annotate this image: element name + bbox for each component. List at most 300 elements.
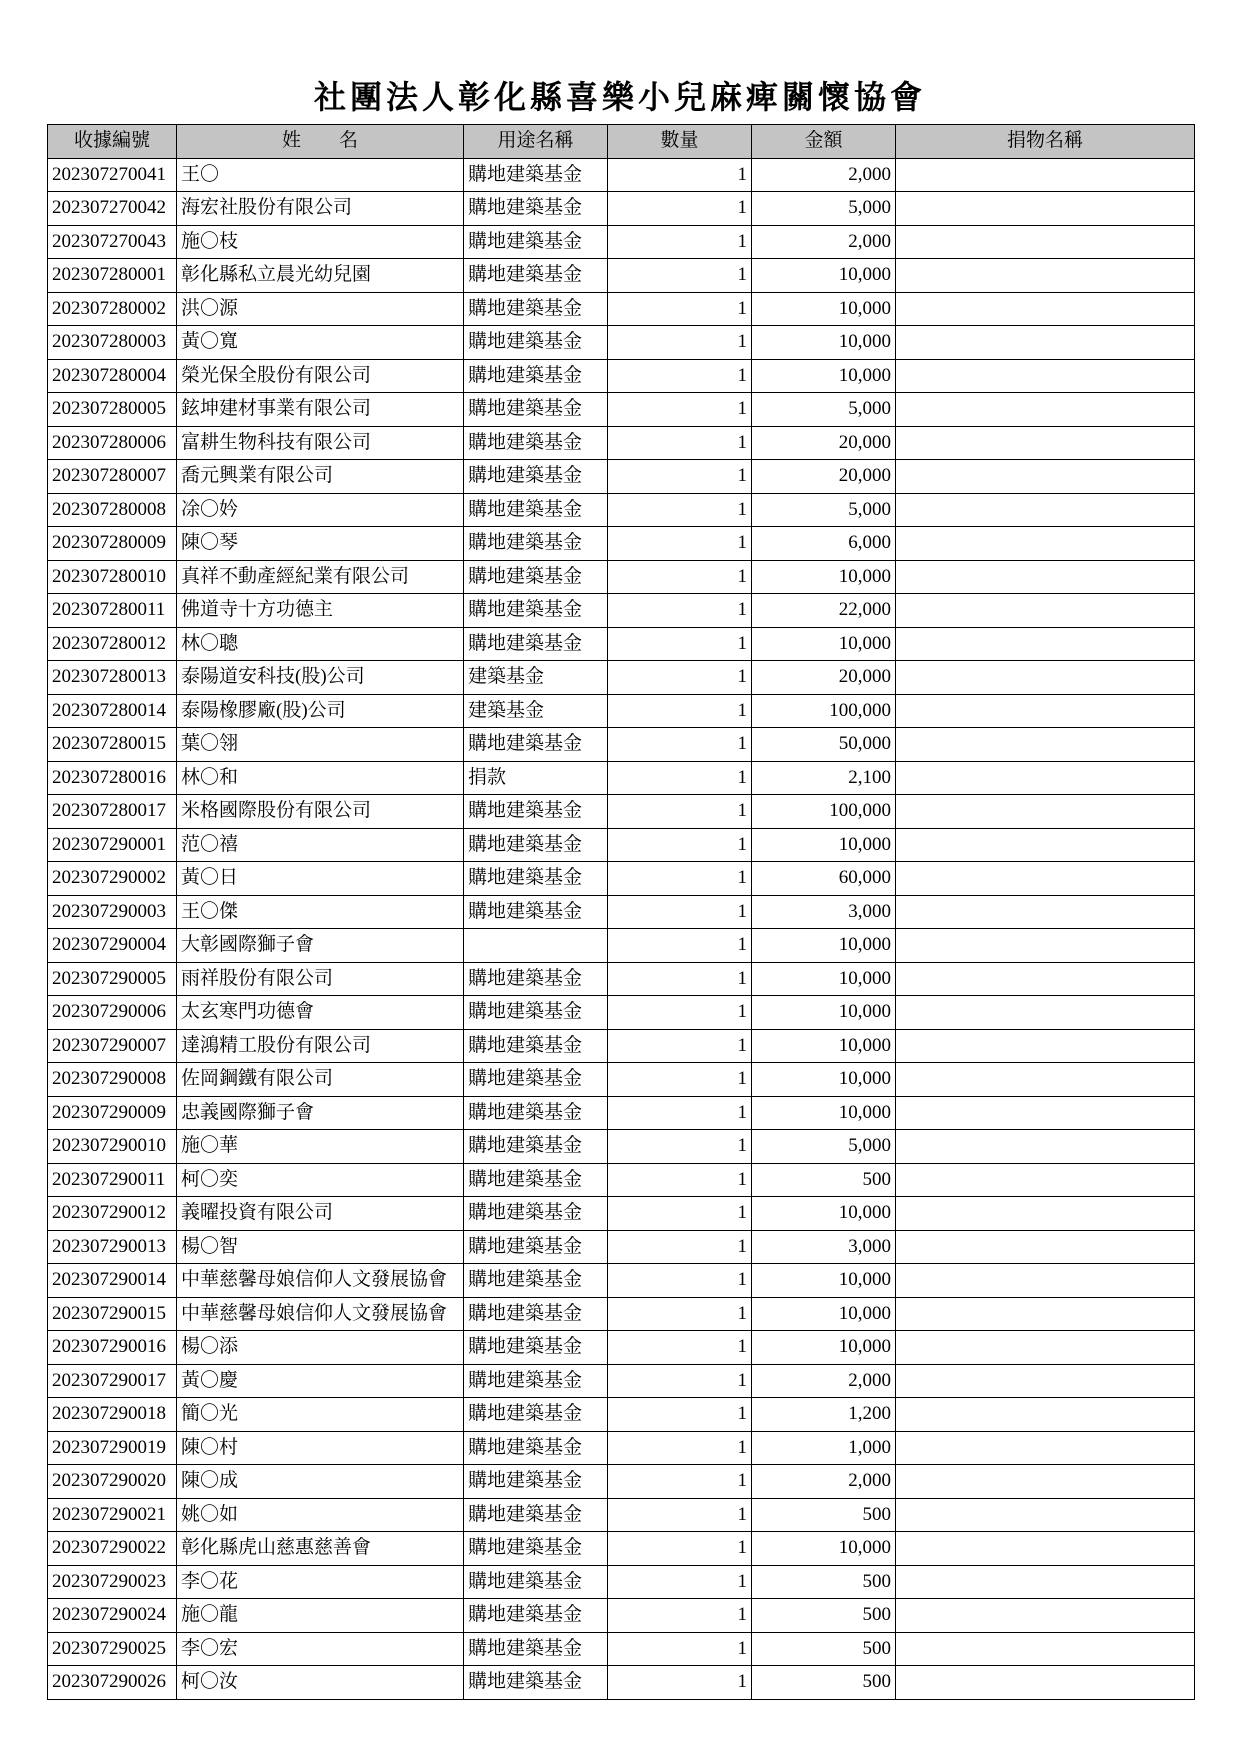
amount-cell: 60,000 xyxy=(752,862,896,896)
item-name-cell xyxy=(896,1096,1195,1130)
table-row xyxy=(48,359,1195,393)
donor-name-cell: 陳〇成 xyxy=(177,1465,464,1499)
amount-cell: 10,000 xyxy=(752,1331,896,1365)
purpose-cell: 購地建築基金 xyxy=(464,1063,608,1097)
receipt-no-cell: 202307280009 xyxy=(48,527,177,561)
donor-name-cell: 彰化縣虎山慈惠慈善會 xyxy=(177,1532,464,1566)
receipt-no-cell: 202307290023 xyxy=(48,1565,177,1599)
quantity-cell: 1 xyxy=(608,694,752,728)
purpose-cell: 建築基金 xyxy=(464,661,608,695)
donor-name-cell: 施〇龍 xyxy=(177,1599,464,1633)
receipt-no-cell: 202307290012 xyxy=(48,1197,177,1231)
quantity-cell: 1 xyxy=(608,1063,752,1097)
item-name-cell xyxy=(896,1130,1195,1164)
quantity-cell: 1 xyxy=(608,460,752,494)
purpose-cell: 購地建築基金 xyxy=(464,1599,608,1633)
quantity-cell: 1 xyxy=(608,1364,752,1398)
donor-name-cell: 姚〇如 xyxy=(177,1498,464,1532)
table-row xyxy=(48,828,1195,862)
quantity-cell: 1 xyxy=(608,661,752,695)
amount-cell: 2,000 xyxy=(752,1364,896,1398)
table-row xyxy=(48,192,1195,226)
amount-cell: 2,000 xyxy=(752,1465,896,1499)
purpose-cell: 購地建築基金 xyxy=(464,594,608,628)
amount-cell: 10,000 xyxy=(752,929,896,963)
donor-name-cell: 中華慈馨母娘信仰人文發展協會 xyxy=(177,1264,464,1298)
receipt-no-cell: 202307290005 xyxy=(48,962,177,996)
receipt-no-cell: 202307280003 xyxy=(48,326,177,360)
item-name-cell xyxy=(896,1163,1195,1197)
table-row xyxy=(48,661,1195,695)
item-name-cell xyxy=(896,426,1195,460)
item-name-cell xyxy=(896,761,1195,795)
quantity-cell: 1 xyxy=(608,1599,752,1633)
quantity-cell: 1 xyxy=(608,259,752,293)
quantity-cell: 1 xyxy=(608,895,752,929)
quantity-cell: 1 xyxy=(608,1264,752,1298)
receipt-no-cell: 202307290021 xyxy=(48,1498,177,1532)
receipt-no-cell: 202307280007 xyxy=(48,460,177,494)
purpose-cell: 購地建築基金 xyxy=(464,862,608,896)
receipt-no-cell: 202307280001 xyxy=(48,259,177,293)
table-row xyxy=(48,1130,1195,1164)
table-row xyxy=(48,225,1195,259)
quantity-cell: 1 xyxy=(608,1632,752,1666)
donor-name-cell: 施〇枝 xyxy=(177,225,464,259)
purpose-cell: 購地建築基金 xyxy=(464,1498,608,1532)
receipt-no-cell: 202307290022 xyxy=(48,1532,177,1566)
receipt-no-cell: 202307290006 xyxy=(48,996,177,1030)
table-row xyxy=(48,1431,1195,1465)
table-row xyxy=(48,1197,1195,1231)
table-header xyxy=(48,125,1195,159)
quantity-cell: 1 xyxy=(608,1297,752,1331)
item-name-cell xyxy=(896,1197,1195,1231)
amount-cell: 500 xyxy=(752,1599,896,1633)
quantity-cell: 1 xyxy=(608,1565,752,1599)
quantity-cell: 1 xyxy=(608,1096,752,1130)
receipt-no-cell: 202307290001 xyxy=(48,828,177,862)
purpose-cell: 購地建築基金 xyxy=(464,1666,608,1700)
table-row xyxy=(48,1264,1195,1298)
purpose-cell: 購地建築基金 xyxy=(464,1096,608,1130)
table-row xyxy=(48,1096,1195,1130)
amount-cell: 6,000 xyxy=(752,527,896,561)
table-row xyxy=(48,326,1195,360)
donor-name-cell: 李〇花 xyxy=(177,1565,464,1599)
amount-cell: 100,000 xyxy=(752,795,896,829)
purpose-cell: 購地建築基金 xyxy=(464,1230,608,1264)
donor-name-cell: 黃〇寬 xyxy=(177,326,464,360)
table-row xyxy=(48,761,1195,795)
item-name-cell xyxy=(896,225,1195,259)
donor-name-cell: 王〇 xyxy=(177,158,464,192)
receipt-no-cell: 202307280006 xyxy=(48,426,177,460)
receipt-no-cell: 202307290014 xyxy=(48,1264,177,1298)
quantity-cell: 1 xyxy=(608,1130,752,1164)
table-row xyxy=(48,962,1195,996)
quantity-cell: 1 xyxy=(608,594,752,628)
donor-name-cell: 柯〇汝 xyxy=(177,1666,464,1700)
quantity-cell: 1 xyxy=(608,1398,752,1432)
receipt-no-cell: 202307280004 xyxy=(48,359,177,393)
donor-name-cell: 中華慈馨母娘信仰人文發展協會 xyxy=(177,1297,464,1331)
quantity-cell: 1 xyxy=(608,627,752,661)
table-row xyxy=(48,393,1195,427)
donor-name-cell: 葉〇翎 xyxy=(177,728,464,762)
item-name-cell xyxy=(896,1364,1195,1398)
purpose-cell: 購地建築基金 xyxy=(464,1632,608,1666)
purpose-cell: 購地建築基金 xyxy=(464,225,608,259)
donor-name-cell: 真祥不動產經紀業有限公司 xyxy=(177,560,464,594)
item-name-cell xyxy=(896,1063,1195,1097)
donor-name-cell: 楊〇添 xyxy=(177,1331,464,1365)
item-name-cell xyxy=(896,326,1195,360)
quantity-cell: 1 xyxy=(608,326,752,360)
item-name-cell xyxy=(896,393,1195,427)
donor-name-cell: 陳〇村 xyxy=(177,1431,464,1465)
receipt-no-cell: 202307280014 xyxy=(48,694,177,728)
receipt-no-cell: 202307290024 xyxy=(48,1599,177,1633)
amount-cell: 10,000 xyxy=(752,1297,896,1331)
quantity-cell: 1 xyxy=(608,1532,752,1566)
table-row xyxy=(48,1599,1195,1633)
table-row xyxy=(48,1565,1195,1599)
purpose-cell: 購地建築基金 xyxy=(464,1264,608,1298)
quantity-cell: 1 xyxy=(608,1230,752,1264)
donor-name-cell: 洪〇源 xyxy=(177,292,464,326)
table-row xyxy=(48,728,1195,762)
receipt-no-cell: 202307280008 xyxy=(48,493,177,527)
table-row xyxy=(48,158,1195,192)
item-name-cell xyxy=(896,192,1195,226)
item-name-cell xyxy=(896,1230,1195,1264)
purpose-cell: 購地建築基金 xyxy=(464,1465,608,1499)
donor-name-cell: 李〇宏 xyxy=(177,1632,464,1666)
donor-name-cell: 太玄寒門功德會 xyxy=(177,996,464,1030)
receipt-no-cell: 202307280011 xyxy=(48,594,177,628)
amount-cell: 10,000 xyxy=(752,259,896,293)
page-title: 社團法人彰化縣喜樂小兒麻痺關懷協會 xyxy=(313,78,926,116)
receipt-no-cell: 202307290013 xyxy=(48,1230,177,1264)
header-amount: 金額 xyxy=(752,125,896,159)
item-name-cell xyxy=(896,996,1195,1030)
purpose-cell: 購地建築基金 xyxy=(464,292,608,326)
table-row xyxy=(48,460,1195,494)
item-name-cell xyxy=(896,1331,1195,1365)
receipt-no-cell: 202307280013 xyxy=(48,661,177,695)
donor-name-cell: 鉉坤建材事業有限公司 xyxy=(177,393,464,427)
amount-cell: 1,200 xyxy=(752,1398,896,1432)
donor-name-cell: 黃〇慶 xyxy=(177,1364,464,1398)
amount-cell: 10,000 xyxy=(752,1096,896,1130)
item-name-cell xyxy=(896,728,1195,762)
receipt-no-cell: 202307290025 xyxy=(48,1632,177,1666)
table-row xyxy=(48,527,1195,561)
item-name-cell xyxy=(896,493,1195,527)
purpose-cell: 購地建築基金 xyxy=(464,1130,608,1164)
receipt-no-cell: 202307290016 xyxy=(48,1331,177,1365)
table-row xyxy=(48,1532,1195,1566)
amount-cell: 5,000 xyxy=(752,192,896,226)
item-name-cell xyxy=(896,359,1195,393)
item-name-cell xyxy=(896,862,1195,896)
receipt-no-cell: 202307290018 xyxy=(48,1398,177,1432)
amount-cell: 10,000 xyxy=(752,1063,896,1097)
quantity-cell: 1 xyxy=(608,393,752,427)
receipt-no-cell: 202307270041 xyxy=(48,158,177,192)
amount-cell: 500 xyxy=(752,1565,896,1599)
amount-cell: 10,000 xyxy=(752,996,896,1030)
donation-table xyxy=(47,124,1195,1700)
quantity-cell: 1 xyxy=(608,192,752,226)
receipt-no-cell: 202307290020 xyxy=(48,1465,177,1499)
purpose-cell: 購地建築基金 xyxy=(464,1565,608,1599)
quantity-cell: 1 xyxy=(608,1163,752,1197)
item-name-cell xyxy=(896,158,1195,192)
amount-cell: 10,000 xyxy=(752,560,896,594)
table-row xyxy=(48,1465,1195,1499)
table-row xyxy=(48,1331,1195,1365)
table-row xyxy=(48,1498,1195,1532)
item-name-cell xyxy=(896,661,1195,695)
table-row xyxy=(48,426,1195,460)
amount-cell: 2,000 xyxy=(752,225,896,259)
table-row xyxy=(48,1666,1195,1700)
quantity-cell: 1 xyxy=(608,493,752,527)
amount-cell: 3,000 xyxy=(752,895,896,929)
receipt-no-cell: 202307280015 xyxy=(48,728,177,762)
quantity-cell: 1 xyxy=(608,1465,752,1499)
quantity-cell: 1 xyxy=(608,962,752,996)
purpose-cell: 購地建築基金 xyxy=(464,1532,608,1566)
table-row xyxy=(48,594,1195,628)
purpose-cell: 購地建築基金 xyxy=(464,1398,608,1432)
item-name-cell xyxy=(896,1632,1195,1666)
quantity-cell: 1 xyxy=(608,158,752,192)
table-row xyxy=(48,1063,1195,1097)
receipt-no-cell: 202307280016 xyxy=(48,761,177,795)
table-row xyxy=(48,1163,1195,1197)
amount-cell: 20,000 xyxy=(752,426,896,460)
item-name-cell xyxy=(896,594,1195,628)
amount-cell: 100,000 xyxy=(752,694,896,728)
amount-cell: 10,000 xyxy=(752,326,896,360)
item-name-cell xyxy=(896,560,1195,594)
amount-cell: 500 xyxy=(752,1632,896,1666)
donor-name-cell: 林〇和 xyxy=(177,761,464,795)
donor-name-cell: 達鴻精工股份有限公司 xyxy=(177,1029,464,1063)
purpose-cell: 購地建築基金 xyxy=(464,426,608,460)
purpose-cell: 購地建築基金 xyxy=(464,1297,608,1331)
table-row xyxy=(48,1632,1195,1666)
donor-name-cell: 泰陽道安科技(股)公司 xyxy=(177,661,464,695)
donor-name-cell: 林〇聰 xyxy=(177,627,464,661)
receipt-no-cell: 202307270043 xyxy=(48,225,177,259)
item-name-cell xyxy=(896,1297,1195,1331)
table-row xyxy=(48,493,1195,527)
quantity-cell: 1 xyxy=(608,1331,752,1365)
table-row xyxy=(48,795,1195,829)
item-name-cell xyxy=(896,1398,1195,1432)
item-name-cell xyxy=(896,895,1195,929)
table-row xyxy=(48,862,1195,896)
purpose-cell: 捐款 xyxy=(464,761,608,795)
purpose-cell: 購地建築基金 xyxy=(464,1029,608,1063)
purpose-cell: 購地建築基金 xyxy=(464,728,608,762)
amount-cell: 500 xyxy=(752,1163,896,1197)
amount-cell: 1,000 xyxy=(752,1431,896,1465)
item-name-cell xyxy=(896,1465,1195,1499)
item-name-cell xyxy=(896,962,1195,996)
amount-cell: 10,000 xyxy=(752,627,896,661)
amount-cell: 10,000 xyxy=(752,1197,896,1231)
quantity-cell: 1 xyxy=(608,1431,752,1465)
receipt-no-cell: 202307280010 xyxy=(48,560,177,594)
item-name-cell xyxy=(896,828,1195,862)
donor-name-cell: 王〇傑 xyxy=(177,895,464,929)
table-row xyxy=(48,1398,1195,1432)
item-name-cell xyxy=(896,1264,1195,1298)
table-row xyxy=(48,1230,1195,1264)
donor-name-cell: 雨祥股份有限公司 xyxy=(177,962,464,996)
purpose-cell: 購地建築基金 xyxy=(464,895,608,929)
receipt-no-cell: 202307290007 xyxy=(48,1029,177,1063)
purpose-cell: 購地建築基金 xyxy=(464,460,608,494)
item-name-cell xyxy=(896,1498,1195,1532)
purpose-cell: 購地建築基金 xyxy=(464,192,608,226)
table-row xyxy=(48,292,1195,326)
purpose-cell: 購地建築基金 xyxy=(464,359,608,393)
donor-name-cell: 米格國際股份有限公司 xyxy=(177,795,464,829)
receipt-no-cell: 202307290017 xyxy=(48,1364,177,1398)
header-row xyxy=(48,125,1195,159)
donor-name-cell: 榮光保全股份有限公司 xyxy=(177,359,464,393)
purpose-cell: 購地建築基金 xyxy=(464,795,608,829)
purpose-cell: 購地建築基金 xyxy=(464,259,608,293)
amount-cell: 22,000 xyxy=(752,594,896,628)
header-name: 姓 名 xyxy=(177,125,464,159)
purpose-cell: 購地建築基金 xyxy=(464,158,608,192)
item-name-cell xyxy=(896,1565,1195,1599)
table-row xyxy=(48,996,1195,1030)
item-name-cell xyxy=(896,795,1195,829)
amount-cell: 2,000 xyxy=(752,158,896,192)
purpose-cell: 購地建築基金 xyxy=(464,1197,608,1231)
donor-name-cell: 佐岡鋼鐵有限公司 xyxy=(177,1063,464,1097)
amount-cell: 10,000 xyxy=(752,828,896,862)
receipt-no-cell: 202307290019 xyxy=(48,1431,177,1465)
purpose-cell: 購地建築基金 xyxy=(464,1331,608,1365)
header-receipt-no: 收據編號 xyxy=(48,125,177,159)
donor-name-cell: 簡〇光 xyxy=(177,1398,464,1432)
purpose-cell: 購地建築基金 xyxy=(464,828,608,862)
quantity-cell: 1 xyxy=(608,426,752,460)
item-name-cell xyxy=(896,259,1195,293)
donor-name-cell: 陳〇琴 xyxy=(177,527,464,561)
amount-cell: 10,000 xyxy=(752,962,896,996)
donor-name-cell: 大彰國際獅子會 xyxy=(177,929,464,963)
donor-name-cell: 柯〇奕 xyxy=(177,1163,464,1197)
item-name-cell xyxy=(896,1431,1195,1465)
receipt-no-cell: 202307280002 xyxy=(48,292,177,326)
quantity-cell: 1 xyxy=(608,1666,752,1700)
table-row xyxy=(48,1364,1195,1398)
receipt-no-cell: 202307290003 xyxy=(48,895,177,929)
table-body xyxy=(48,158,1195,1699)
purpose-cell: 購地建築基金 xyxy=(464,393,608,427)
receipt-no-cell: 202307270042 xyxy=(48,192,177,226)
table-row xyxy=(48,259,1195,293)
item-name-cell xyxy=(896,460,1195,494)
purpose-cell: 建築基金 xyxy=(464,694,608,728)
quantity-cell: 1 xyxy=(608,1029,752,1063)
amount-cell: 10,000 xyxy=(752,1264,896,1298)
amount-cell: 500 xyxy=(752,1666,896,1700)
purpose-cell: 購地建築基金 xyxy=(464,1431,608,1465)
table-row xyxy=(48,694,1195,728)
header-item: 捐物名稱 xyxy=(896,125,1195,159)
amount-cell: 10,000 xyxy=(752,359,896,393)
table-row xyxy=(48,1029,1195,1063)
purpose-cell: 購地建築基金 xyxy=(464,627,608,661)
quantity-cell: 1 xyxy=(608,527,752,561)
table-row xyxy=(48,929,1195,963)
purpose-cell xyxy=(464,929,608,963)
donor-name-cell: 范〇禧 xyxy=(177,828,464,862)
receipt-no-cell: 202307290026 xyxy=(48,1666,177,1700)
quantity-cell: 1 xyxy=(608,862,752,896)
quantity-cell: 1 xyxy=(608,795,752,829)
amount-cell: 10,000 xyxy=(752,292,896,326)
quantity-cell: 1 xyxy=(608,996,752,1030)
donor-name-cell: 喬元興業有限公司 xyxy=(177,460,464,494)
quantity-cell: 1 xyxy=(608,1197,752,1231)
receipt-no-cell: 202307290010 xyxy=(48,1130,177,1164)
amount-cell: 10,000 xyxy=(752,1029,896,1063)
amount-cell: 20,000 xyxy=(752,460,896,494)
receipt-no-cell: 202307290009 xyxy=(48,1096,177,1130)
item-name-cell xyxy=(896,527,1195,561)
item-name-cell xyxy=(896,627,1195,661)
quantity-cell: 1 xyxy=(608,359,752,393)
header-quantity: 數量 xyxy=(608,125,752,159)
amount-cell: 20,000 xyxy=(752,661,896,695)
donor-name-cell: 泰陽橡膠廠(股)公司 xyxy=(177,694,464,728)
amount-cell: 5,000 xyxy=(752,493,896,527)
donor-name-cell: 凃〇妗 xyxy=(177,493,464,527)
donor-name-cell: 富耕生物科技有限公司 xyxy=(177,426,464,460)
amount-cell: 10,000 xyxy=(752,1532,896,1566)
donor-name-cell: 黃〇日 xyxy=(177,862,464,896)
quantity-cell: 1 xyxy=(608,1498,752,1532)
quantity-cell: 1 xyxy=(608,761,752,795)
table-row xyxy=(48,895,1195,929)
receipt-no-cell: 202307280005 xyxy=(48,393,177,427)
quantity-cell: 1 xyxy=(608,728,752,762)
purpose-cell: 購地建築基金 xyxy=(464,996,608,1030)
amount-cell: 500 xyxy=(752,1498,896,1532)
amount-cell: 5,000 xyxy=(752,1130,896,1164)
quantity-cell: 1 xyxy=(608,292,752,326)
item-name-cell xyxy=(896,694,1195,728)
receipt-no-cell: 202307290011 xyxy=(48,1163,177,1197)
receipt-no-cell: 202307290002 xyxy=(48,862,177,896)
receipt-no-cell: 202307290004 xyxy=(48,929,177,963)
donor-name-cell: 海宏社股份有限公司 xyxy=(177,192,464,226)
receipt-no-cell: 202307280012 xyxy=(48,627,177,661)
item-name-cell xyxy=(896,1666,1195,1700)
